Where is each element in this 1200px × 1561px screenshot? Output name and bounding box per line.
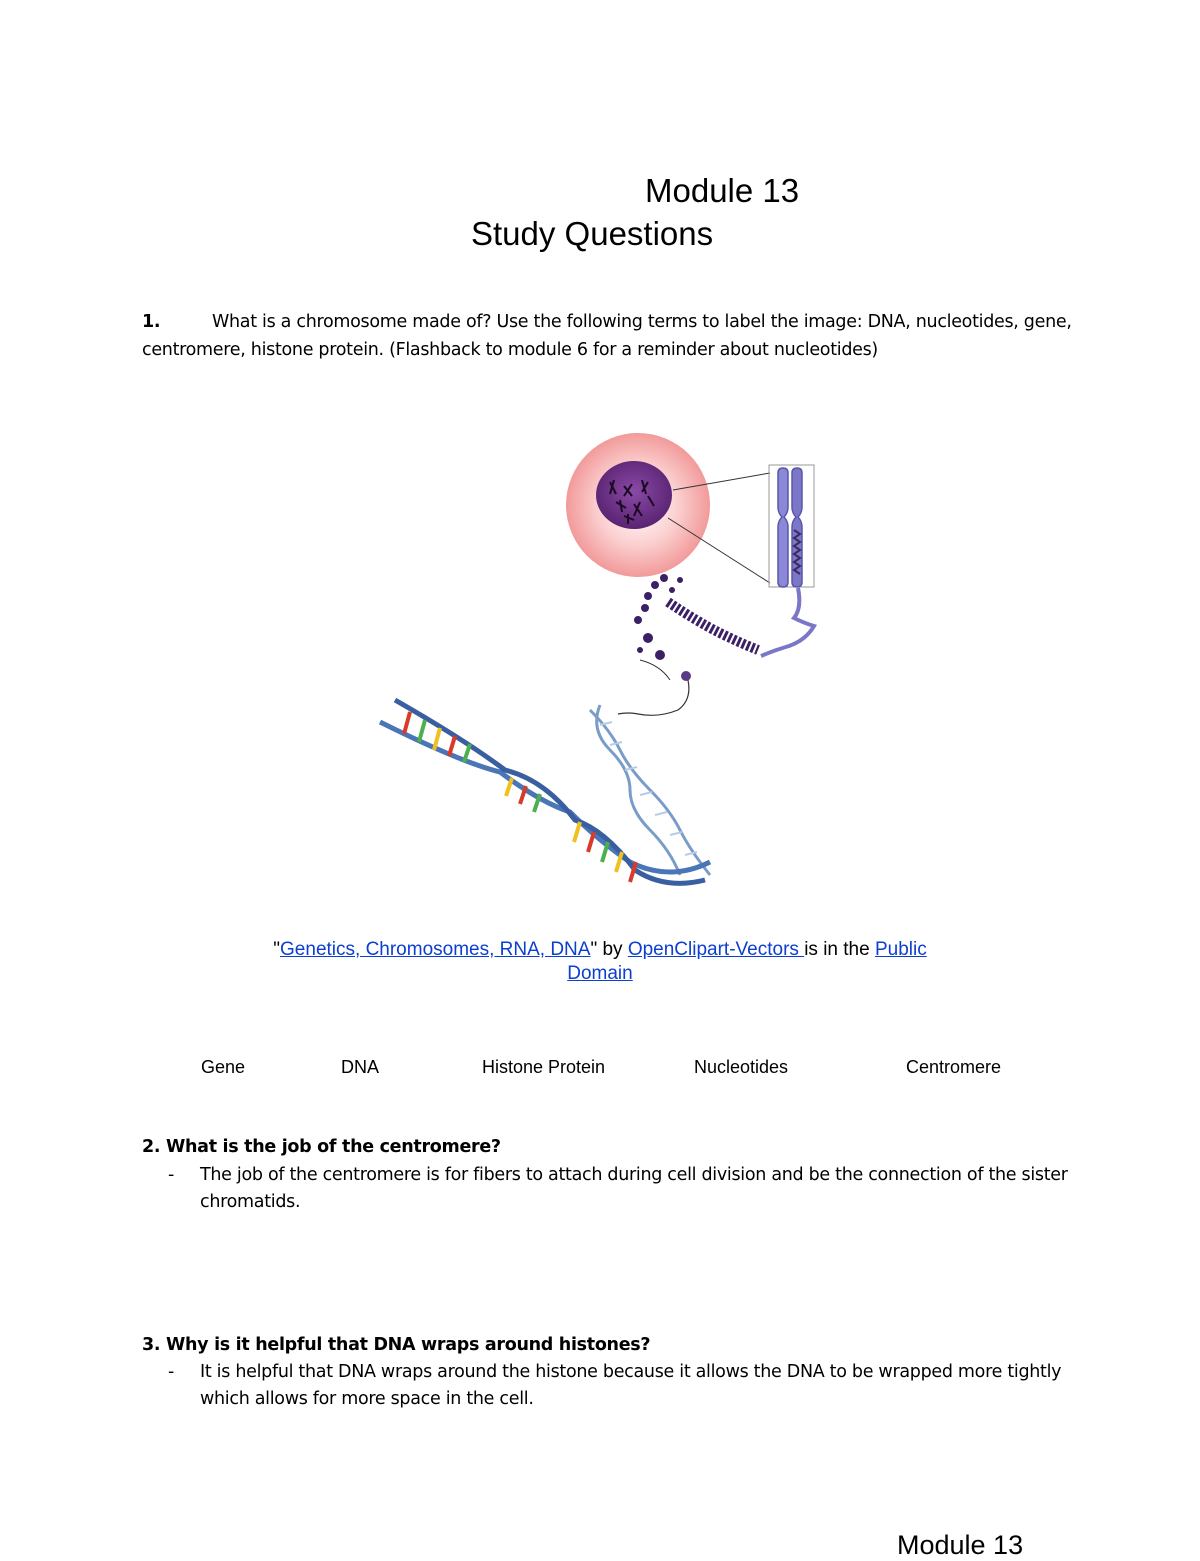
credit-license-link[interactable]: Public — [874, 939, 927, 960]
question-3-answer — [168, 1359, 1108, 1413]
page-title-line1: Module 13 — [645, 172, 800, 209]
question-1-text: What is a chromosome made of? Use the following terms to label the image: DNA, nucleotides, gene, centromere, histone protein. (Flashback to module 6 for a reminder about nucleotides) — [142, 312, 1072, 360]
page-footer: Module 13 — [897, 1530, 1024, 1560]
credit-license-link-domain[interactable]: Domain — [567, 963, 633, 984]
chromosome-illustration — [778, 468, 802, 587]
credit-title-link[interactable]: Genetics, Chromosomes, RNA, DNA — [280, 939, 591, 960]
credit-author-link[interactable]: OpenClipart-Vectors — [627, 939, 805, 960]
chromosome-dna-illustration — [370, 412, 830, 902]
question-2-answer — [168, 1162, 1108, 1216]
image-credit — [200, 938, 1000, 986]
question-3-heading: 3. Why is it helpful that DNA wraps around histones? — [142, 1335, 651, 1355]
page-title-line2: Study Questions — [471, 215, 714, 252]
question-1-number: 1. — [142, 312, 161, 332]
credit-by-text: " by — [590, 939, 628, 960]
credit-quote-open: " — [273, 939, 281, 960]
question-3-answer-text: It is helpful that DNA wraps around the histone because it allows the DNA to be wrapped more tightly which allows for more space in the cell. — [200, 1362, 1062, 1409]
credit-mid-text: is in the — [804, 939, 875, 960]
answer-dash: - — [168, 1362, 175, 1382]
answer-dash: - — [168, 1165, 175, 1185]
question-2-answer-text: The job of the centromere is for fibers to attach during cell division and be the connection of the sister chromatids. — [200, 1165, 1068, 1212]
term-histone-protein: Histone Protein — [482, 1057, 606, 1077]
term-gene: Gene — [201, 1057, 246, 1077]
nucleus-illustration — [596, 461, 672, 529]
question-2-heading: 2. What is the job of the centromere? — [142, 1137, 501, 1157]
term-dna: DNA — [341, 1057, 380, 1077]
question-1 — [142, 308, 1072, 364]
term-centromere: Centromere — [906, 1057, 1002, 1077]
term-nucleotides: Nucleotides — [694, 1057, 789, 1077]
double-helix-colored — [380, 700, 710, 883]
double-helix-middle — [590, 705, 710, 875]
